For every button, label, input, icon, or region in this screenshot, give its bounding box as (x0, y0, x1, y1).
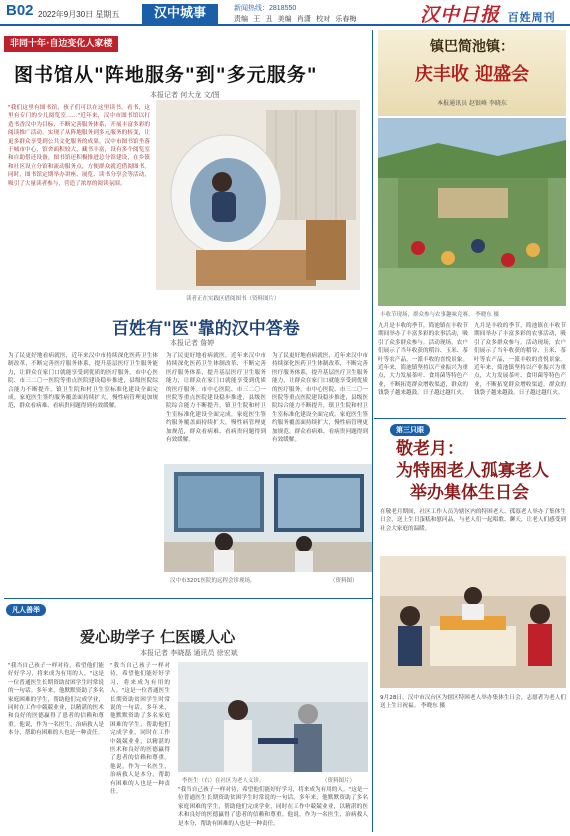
byline: 本报记者 何大龙 文/图 (150, 91, 220, 99)
photo-caption: 李医生（右）在社区为老人义诊。 (182, 778, 265, 784)
article-body-col3: 为了民更好地看病就医，近年来汉中市持续深化医药卫生体制改革，不断完善医疗服务体系，提升基层医疗卫生服务能力，让群众在家门口就能享受到优质的医疗服务。市中心医院、市三二〇一医院等重点医院建设稳步推进，县级医院综合能力不断提升，镇卫生院和村卫生室标准化建设全面完成。家庭医生签约服务覆盖面持续扩大，慢性病管理更加规范，群众看病难、看病贵问题得到有效缓解。 (272, 353, 368, 444)
issue-date: 2022年9月30日 星期五 (38, 10, 120, 19)
photo-caption: 汉中市3201医院的远程会诊现场。 (170, 578, 256, 584)
newspaper-logo (420, 0, 556, 27)
headline: 图书馆从"阵地服务"到"多元服务" (14, 64, 318, 86)
doctor-photo (178, 662, 368, 772)
article-body-col3: "我当自己孩子一样对待，希望他们能好好学习，将来成为有用的人。"这是一位普通医生长期资助贫困学生时常说的一句话。多年来，他默默资助了多名家庭困难的学生，帮助他们完成学业，同时在工作中兢兢业业，以精湛的医术和良好的医德赢得了患者的信赖和尊重。他说，作为一名医生，治病救人是本分，帮助有困难的人也是一种责任。 (178, 787, 368, 827)
photo-credit: （资料图） (330, 578, 358, 584)
medical-photo (164, 464, 372, 572)
section-title: 汉中城事 (142, 4, 218, 24)
photo-caption: 读者正在实践区借阅图书（资料图片） (186, 296, 280, 302)
photo-caption: 丰收节现场，群众参与农事趣味竞赛。 李晓东 摄 (380, 312, 499, 318)
column-rule (372, 30, 373, 832)
divider (374, 418, 566, 419)
divider (4, 598, 372, 599)
feature-title-line2: 庆丰收 迎盛会 (414, 64, 530, 85)
headline-line1: 敬老月： (396, 439, 464, 459)
article-body: 在敬老月期间，社区工作人员为辖区内的特困老人、孤寡老人举办了集体生日会，送上生日蛋糕和慰问品，与老人们一起唱歌、聊天，让老人们感受到社会大家庭的温暖。 (380, 509, 566, 532)
photo-caption: 9月28日，汉中市汉台区为辖区特困老人举办集体生日会，志愿者为老人们送上生日祝福。 李晓东 摄 (380, 695, 566, 710)
article-body-col1: 为了民更好地看病就医，近年来汉中市持续深化医药卫生体制改革，不断完善医疗服务体系，提升基层医疗卫生服务能力，让群众在家门口就能享受到优质的医疗服务。市中心医院、市三二〇一医院等重点医院建设稳步推进，县级医院综合能力不断提升，镇卫生院和村卫生室标准化建设全面完成。家庭医生签约服务覆盖面持续扩大，慢性病管理更加规范，群众看病难、看病贵问题得到有效缓解。 (8, 353, 158, 410)
logo-name: 汉中日报 (420, 4, 501, 26)
headline: 百姓有"医"靠的汉中答卷 (112, 319, 300, 339)
article-body-col2: "我当自己孩子一样对待，希望他们能好好学习，将来成为有用的人。"这是一位普通医生长期资助贫困学生时常说的一句话。多年来，他默默资助了多名家庭困难的学生，帮助他们完成学业，同时在工作中兢兢业业，以精湛的医术和良好的医德赢得了患者的信赖和尊重。他说，作为一名医生，治病救人是本分，帮助有困难的人也是一种责任。 (110, 663, 170, 796)
feature-body-col2: 九月是丰收的季节，简池镇在丰收节期间举办了丰富多彩的农事活动，吸引了众多群众参与。活动现场，农户们展示了当年收获的稻谷、玉米、茶叶等农产品，一派丰收的喜悦景象。近年来，简池镇坚持以产业振兴为重点，大力发展茶叶、食用菌等特色产业，不断拓宽群众增收渠道，群众的钱袋子越来越鼓，日子越过越红火。 (474, 323, 566, 397)
section-tag: 第三只眼 (390, 424, 430, 436)
byline: 本报记者 詹婷 (170, 339, 215, 347)
photo-credit: （资料图片） (322, 778, 356, 784)
feature-byline: 本报通讯员 赵银峰 李晓东 (437, 100, 507, 107)
byline: 本报记者 李晓磊 通讯员 徐宏斌 (140, 649, 238, 657)
feature-body-col1: 九月是丰收的季节，简池镇在丰收节期间举办了丰富多彩的农事活动，吸引了众多群众参与。活动现场，农户们展示了当年收获的稻谷、玉米、茶叶等农产品，一派丰收的喜悦景象。近年来，简池镇坚持以产业振兴为重点，大力发展茶叶、食用菌等特色产业，不断拓宽群众增收渠道，群众的钱袋子越来越鼓，日子越过越红火。 (378, 323, 468, 397)
birthday-photo (380, 556, 566, 688)
article-body-col1: "我当自己孩子一样对待，希望他们能好好学习，将来成为有用的人。"这是一位普通医生长期资助贫困学生时常说的一句话。多年来，他默默资助了多名家庭困难的学生，帮助他们完成学业，同时在工作中兢兢业业，以精湛的医术和良好的医德赢得了患者的信赖和尊重。他说，作为一名医生，治病救人是本分，帮助有困难的人也是一种责任。 (8, 663, 104, 737)
library-photo (156, 100, 360, 290)
editor-credits: 责编 王 丑 美编 肖潇 校对 乐春梅 (234, 15, 357, 23)
article-body-col2: 为了民更好地看病就医，近年来汉中市持续深化医药卫生体制改革，不断完善医疗服务体系，提升基层医疗卫生服务能力，让群众在家门口就能享受到优质的医疗服务。市中心医院、市三二〇一医院等重点医院建设稳步推进，县级医院综合能力不断提升，镇卫生院和村卫生室标准化建设全面完成。家庭医生签约服务覆盖面持续扩大，慢性病管理更加规范，群众看病难、看病贵问题得到有效缓解。 (166, 353, 266, 444)
news-hotline: 新闻热线：2818550 (234, 5, 297, 12)
headline-line2: 为特困老人孤寡老人 (396, 461, 549, 481)
page-header (0, 0, 570, 26)
feature-title-box (378, 30, 566, 116)
article-body: "我们这里有图书馆，孩子们可以在这里读书，看书，这里有专门的少儿阅览室……"近年来，汉中市图书馆以打造书香汉中为目标，不断完善服务体系，开展丰富多彩的阅读推广活动，实现了从阵地服务到多元服务的转变，让更多群众享受到公共文化服务的成果。汉中市图书馆坐落于城市中心，馆舍面积较大，藏书丰富，设有多个阅览室和自助借还设备。图书馆还积极推进总分馆建设，在乡镇和社区设立分馆和流动服务点，方便群众就近借阅图书。同时，图书馆定期举办讲座、展览、读书分享会等活动，吸引了大量读者参与，营造了浓厚的阅读氛围。 (8, 105, 150, 187)
headline: 爱心助学子 仁医暖人心 (80, 628, 236, 646)
feature-title-line1: 镇巴简池镇： (430, 39, 514, 55)
section-tag: 非同十年·自边变化人家楼 (4, 36, 118, 52)
logo-subtitle: 百姓周刊 (507, 11, 556, 24)
section-tag: 凡人善举 (6, 604, 46, 616)
headline-line3: 举办集体生日会 (410, 483, 529, 503)
page-number: B02 (6, 2, 34, 19)
harvest-photo (378, 118, 566, 306)
